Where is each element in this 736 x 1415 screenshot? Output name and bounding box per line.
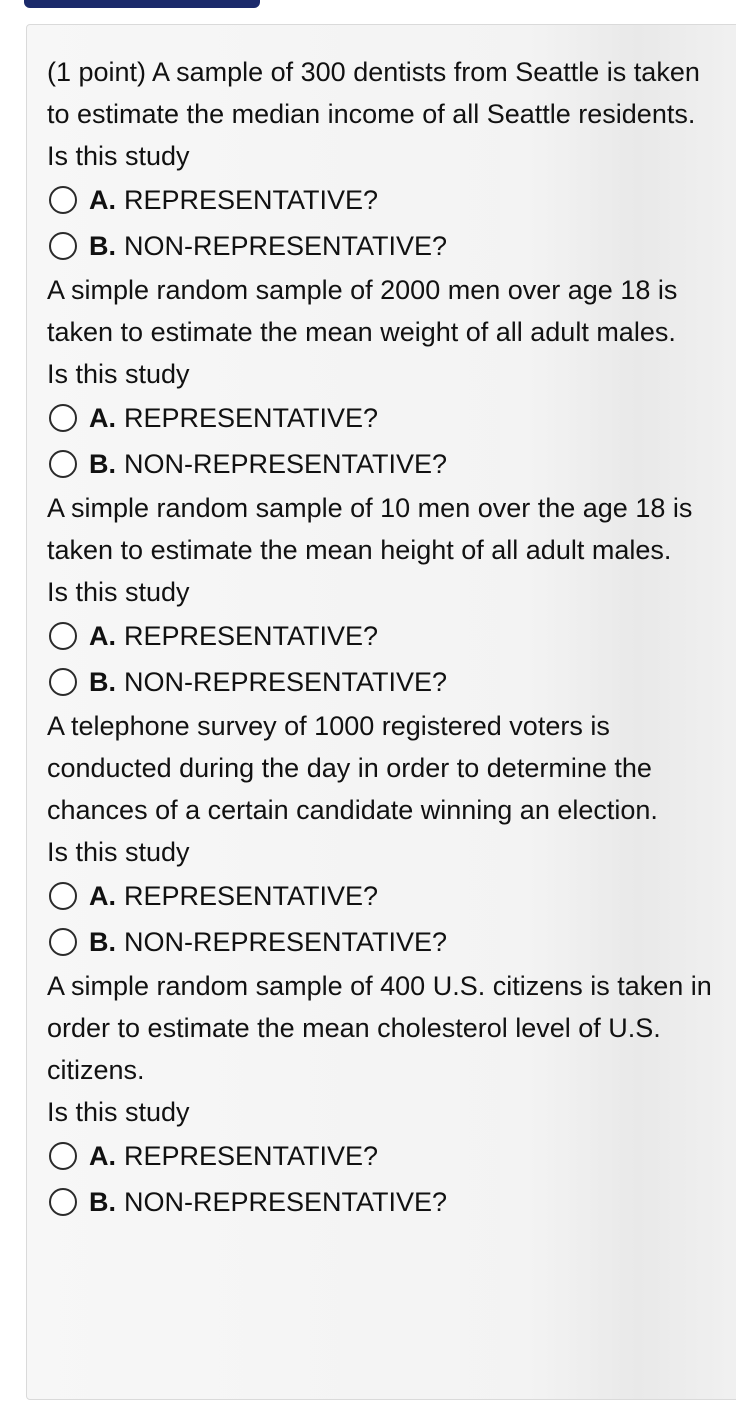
- radio-button[interactable]: [49, 882, 77, 910]
- radio-button[interactable]: [49, 450, 77, 478]
- option-label: NON-REPRESENTATIVE?: [124, 230, 448, 261]
- option-representative[interactable]: [47, 1133, 736, 1179]
- question-4: [47, 705, 736, 965]
- option-label: REPRESENTATIVE?: [124, 880, 379, 911]
- option-letter: B.: [89, 666, 116, 697]
- question-1: [47, 51, 736, 269]
- problem-card: [26, 24, 736, 1400]
- option-non-representative[interactable]: [47, 919, 736, 965]
- option-non-representative[interactable]: [47, 1179, 736, 1225]
- radio-button[interactable]: [49, 928, 77, 956]
- option-label: REPRESENTATIVE?: [124, 620, 379, 651]
- radio-button[interactable]: [49, 622, 77, 650]
- option-non-representative[interactable]: [47, 223, 736, 269]
- question-2: [47, 269, 736, 487]
- option-label: REPRESENTATIVE?: [124, 184, 379, 215]
- radio-button[interactable]: [49, 1188, 77, 1216]
- question-prompt: (1 point) A sample of 300 dentists from Seattle is taken to estimate the median income of all Seattle residents.: [47, 57, 700, 129]
- option-letter: B.: [89, 1186, 116, 1217]
- option-letter: A.: [89, 184, 116, 215]
- option-representative[interactable]: [47, 873, 736, 919]
- option-letter: B.: [89, 926, 116, 957]
- option-letter: A.: [89, 880, 116, 911]
- option-label: NON-REPRESENTATIVE?: [124, 448, 448, 479]
- option-non-representative[interactable]: [47, 659, 736, 705]
- study-label: Is this study: [47, 141, 190, 171]
- option-letter: A.: [89, 620, 116, 651]
- study-label: Is this study: [47, 837, 190, 867]
- study-label: Is this study: [47, 1097, 190, 1127]
- option-label: NON-REPRESENTATIVE?: [124, 1186, 448, 1217]
- question-prompt: A telephone survey of 1000 registered voters is conducted during the day in order to determine the chances of a certain candidate winning an election.: [47, 711, 658, 825]
- question-prompt: A simple random sample of 10 men over the age 18 is taken to estimate the mean height of all adult males.: [47, 493, 693, 565]
- radio-button[interactable]: [49, 1142, 77, 1170]
- radio-button[interactable]: [49, 186, 77, 214]
- option-non-representative[interactable]: [47, 441, 736, 487]
- option-letter: B.: [89, 230, 116, 261]
- option-representative[interactable]: [47, 613, 736, 659]
- option-letter: A.: [89, 1140, 116, 1171]
- radio-button[interactable]: [49, 232, 77, 260]
- radio-button[interactable]: [49, 668, 77, 696]
- option-representative[interactable]: [47, 177, 736, 223]
- top-header-bar: [24, 0, 260, 8]
- option-label: REPRESENTATIVE?: [124, 402, 379, 433]
- option-letter: B.: [89, 448, 116, 479]
- option-letter: A.: [89, 402, 116, 433]
- study-label: Is this study: [47, 359, 190, 389]
- option-label: NON-REPRESENTATIVE?: [124, 666, 448, 697]
- question-3: [47, 487, 736, 705]
- study-label: Is this study: [47, 577, 190, 607]
- radio-button[interactable]: [49, 404, 77, 432]
- question-prompt: A simple random sample of 2000 men over age 18 is taken to estimate the mean weight of all adult males.: [47, 275, 678, 347]
- option-label: NON-REPRESENTATIVE?: [124, 926, 448, 957]
- question-prompt: A simple random sample of 400 U.S. citizens is taken in order to estimate the mean cholesterol level of U.S. citizens.: [47, 971, 712, 1085]
- option-label: REPRESENTATIVE?: [124, 1140, 379, 1171]
- option-representative[interactable]: [47, 395, 736, 441]
- question-5: [47, 965, 736, 1225]
